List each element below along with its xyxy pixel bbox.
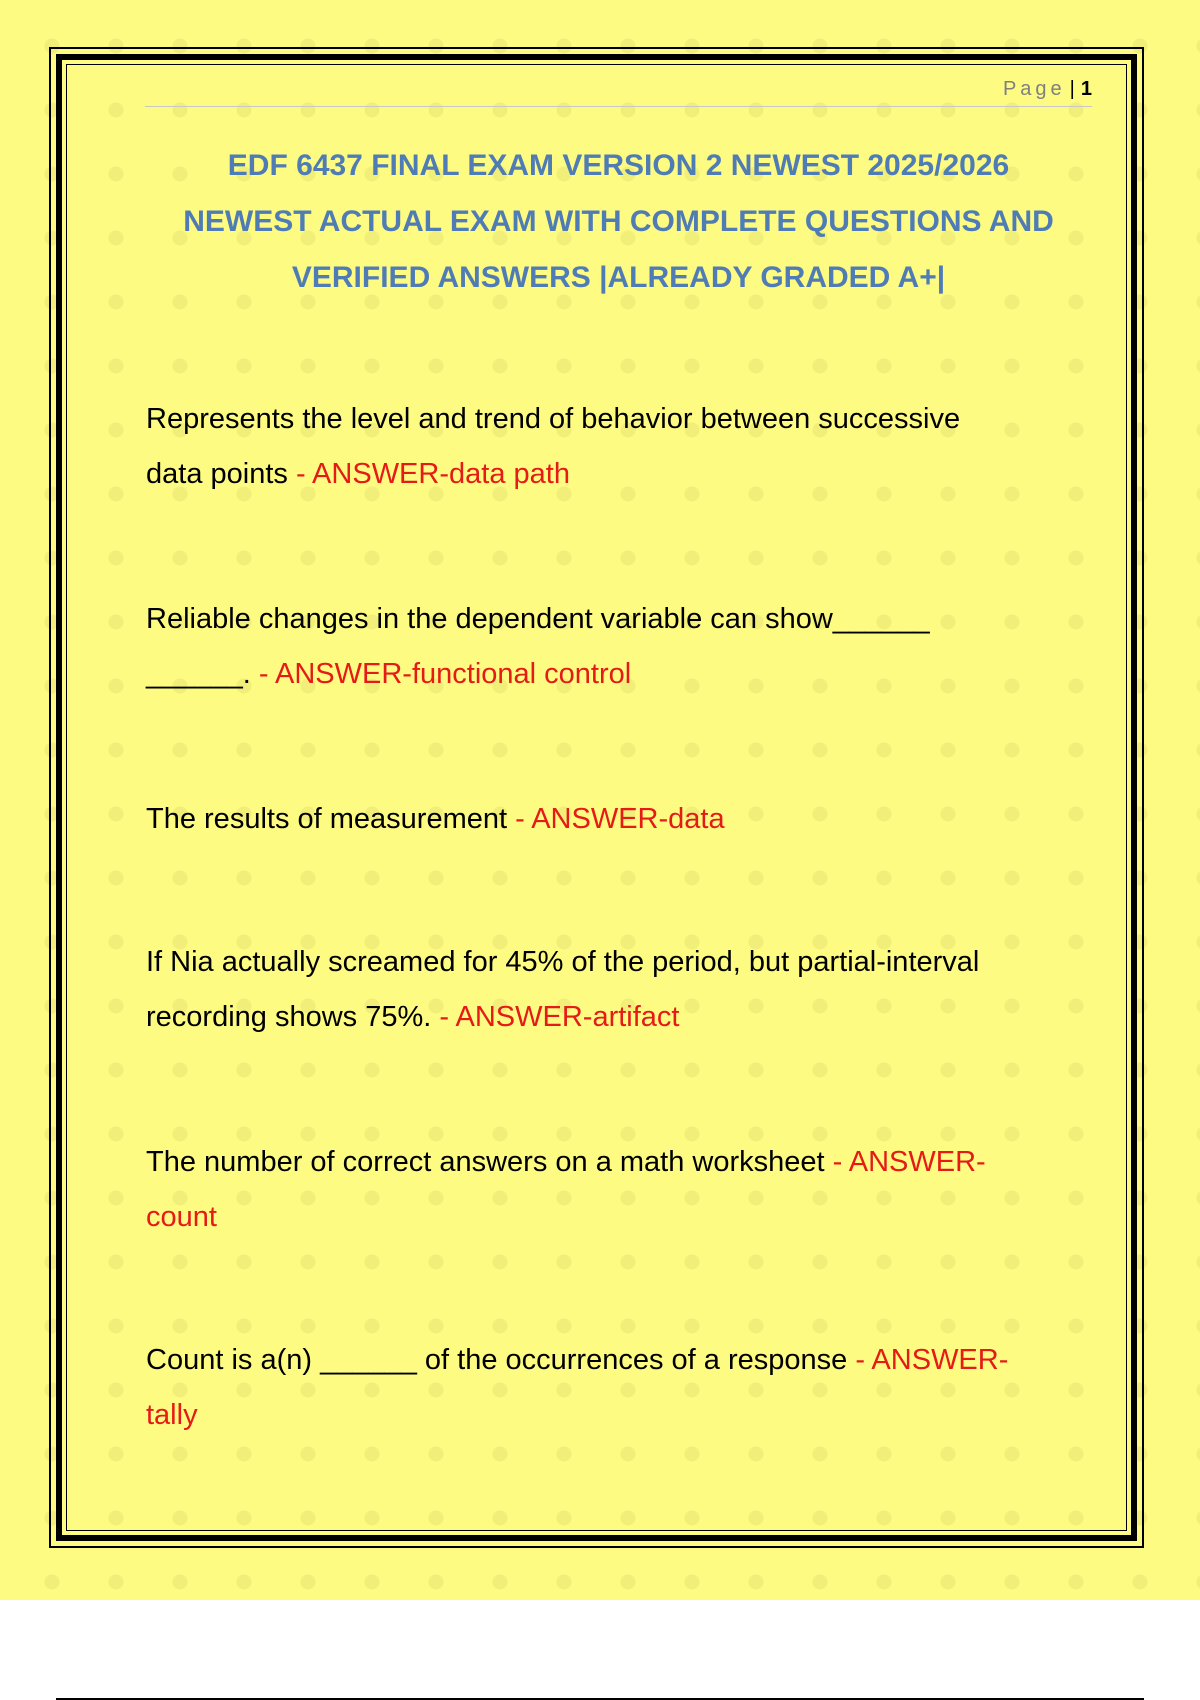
question-text: Reliable changes in the dependent variable can show______ [146, 603, 930, 635]
page-label: Page [1002, 78, 1066, 100]
answer-text: count [146, 1201, 217, 1233]
question-item [146, 592, 1096, 702]
page-header [145, 74, 1092, 107]
question-text: If Nia actually screamed for 45% of the period, but partial-interval [146, 946, 980, 978]
answer-text: - ANSWER- [824, 1146, 986, 1178]
question-text: Count is a(n) ______ of the occurrences of a response [146, 1344, 848, 1376]
question-text: recording shows 75%. [146, 1001, 432, 1033]
page-separator: | [1069, 78, 1075, 100]
answer-text: - ANSWER-data path [287, 458, 570, 490]
question-text: The number of correct answers on a math worksheet [146, 1146, 825, 1178]
document-title [145, 138, 1092, 306]
answer-text: tally [146, 1399, 198, 1431]
page-number: 1 [1080, 78, 1092, 100]
answer-text: - ANSWER- [847, 1344, 1009, 1376]
question-text: data points [146, 458, 288, 490]
question-item [146, 1333, 1096, 1443]
question-item [146, 1135, 1096, 1245]
question-item [146, 792, 1096, 847]
question-item [146, 392, 1096, 502]
question-text: The results of measurement [146, 803, 508, 835]
question-item [146, 935, 1096, 1045]
question-text: Represents the level and trend of behavior between successive [146, 403, 961, 435]
title-line: VERIFIED ANSWERS |ALREADY GRADED A+| [291, 261, 946, 294]
title-line: EDF 6437 FINAL EXAM VERSION 2 NEWEST 2025/2026 [227, 149, 1010, 182]
answer-text: - ANSWER-data [507, 803, 725, 835]
question-text: ______. [146, 658, 251, 690]
title-line: NEWEST ACTUAL EXAM WITH COMPLETE QUESTIONS AND [183, 205, 1054, 238]
answer-text: - ANSWER-artifact [431, 1001, 680, 1033]
answer-text: - ANSWER-functional control [250, 658, 632, 690]
